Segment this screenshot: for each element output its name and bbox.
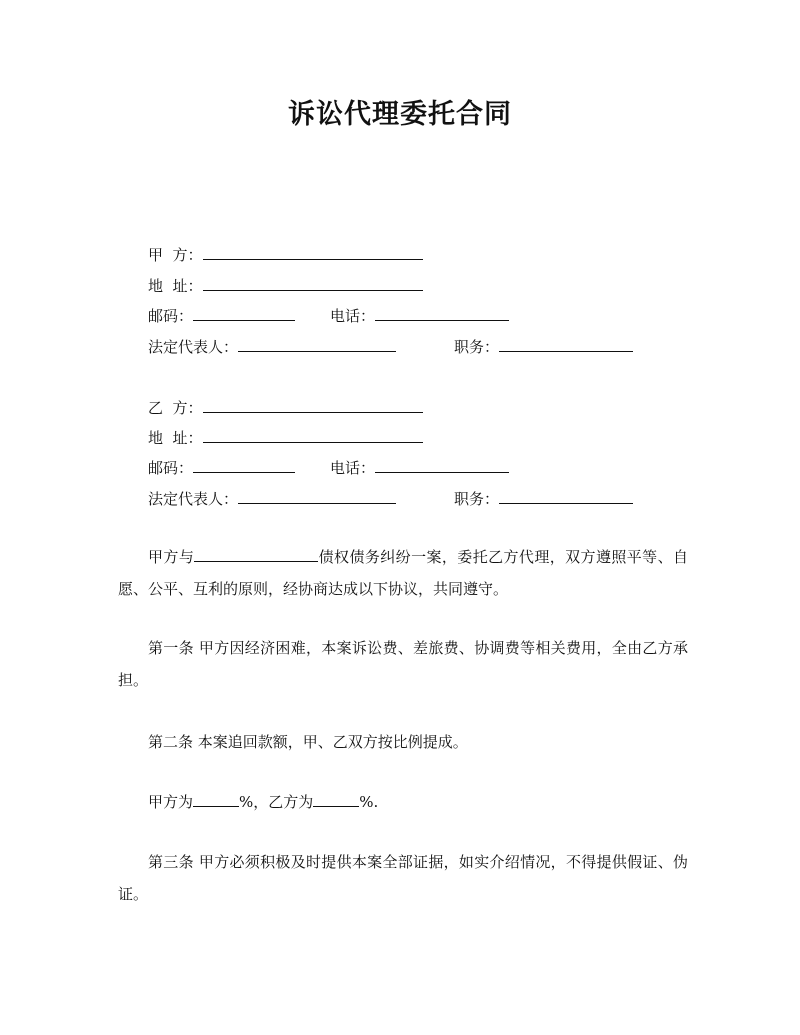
ratio-b-blank[interactable]	[313, 790, 359, 807]
article-1: 第一条 甲方因经济困难，本案诉讼费、差旅费、协调费等相关费用，全由乙方承担。	[118, 639, 688, 689]
intro-counterparty-blank[interactable]	[194, 545, 318, 562]
party-b-rep-blank[interactable]	[238, 487, 396, 504]
party-a-rep-blank[interactable]	[238, 335, 396, 352]
party-a-position-label: 职务：	[454, 338, 500, 356]
party-a-name-label: 甲 方：	[148, 246, 203, 264]
intro-before-blank: 甲方与	[148, 548, 195, 566]
party-b-phone-blank[interactable]	[375, 456, 509, 473]
ratio-a-label: 甲方为	[148, 793, 194, 811]
party-b-position-row	[454, 487, 633, 507]
party-b-phone-label: 电话：	[330, 459, 376, 477]
ratio-a-blank[interactable]	[193, 790, 239, 807]
party-a-name-blank[interactable]	[203, 243, 423, 260]
party-b-position-blank[interactable]	[499, 487, 633, 504]
party-a-address-row	[148, 274, 423, 294]
intro-paragraph	[118, 541, 688, 605]
party-a-postcode-row	[148, 304, 295, 324]
party-b-postcode-label: 邮码：	[148, 459, 194, 477]
party-b-name-label: 乙 方：	[148, 399, 203, 417]
intro-after-blank: 债权债务纠纷一案，委托乙方代理，双方遵照平等、自愿、公平、互利的原则，经协商达成以下协议，共同遵守。	[118, 548, 688, 598]
ratio-b-suffix: %.	[359, 793, 379, 811]
party-a-postcode-blank[interactable]	[193, 304, 295, 321]
article-2: 第二条 本案追回款额，甲、乙双方按比例提成。	[148, 733, 468, 751]
ratio-row	[148, 790, 378, 810]
document-title: 诉讼代理委托合同	[288, 99, 512, 130]
ratio-a-suffix: %，乙方为	[239, 793, 314, 811]
party-a-postcode-label: 邮码：	[148, 307, 194, 325]
party-a-address-blank[interactable]	[203, 274, 423, 291]
party-a-phone-label: 电话：	[330, 307, 376, 325]
party-b-address-blank[interactable]	[203, 426, 423, 443]
article-3: 第三条 甲方必须积极及时提供本案全部证据，如实介绍情况，不得提供假证、伪证。	[118, 853, 688, 903]
party-b-name-row	[148, 396, 423, 416]
party-b-postcode-blank[interactable]	[193, 456, 295, 473]
party-b-postcode-row	[148, 456, 295, 476]
party-a-rep-row	[148, 335, 396, 355]
party-a-rep-label: 法定代表人：	[148, 338, 239, 356]
party-b-position-label: 职务：	[454, 490, 500, 508]
party-b-rep-label: 法定代表人：	[148, 490, 239, 508]
party-b-name-blank[interactable]	[203, 396, 423, 413]
party-b-rep-row	[148, 487, 396, 507]
party-b-address-row	[148, 426, 423, 446]
party-a-name-row	[148, 243, 423, 263]
party-a-phone-blank[interactable]	[375, 304, 509, 321]
party-a-address-label: 地 址：	[148, 277, 203, 295]
party-b-phone-row	[330, 456, 509, 476]
party-a-position-blank[interactable]	[499, 335, 633, 352]
party-a-position-row	[454, 335, 633, 355]
party-a-phone-row	[330, 304, 509, 324]
party-b-address-label: 地 址：	[148, 429, 203, 447]
